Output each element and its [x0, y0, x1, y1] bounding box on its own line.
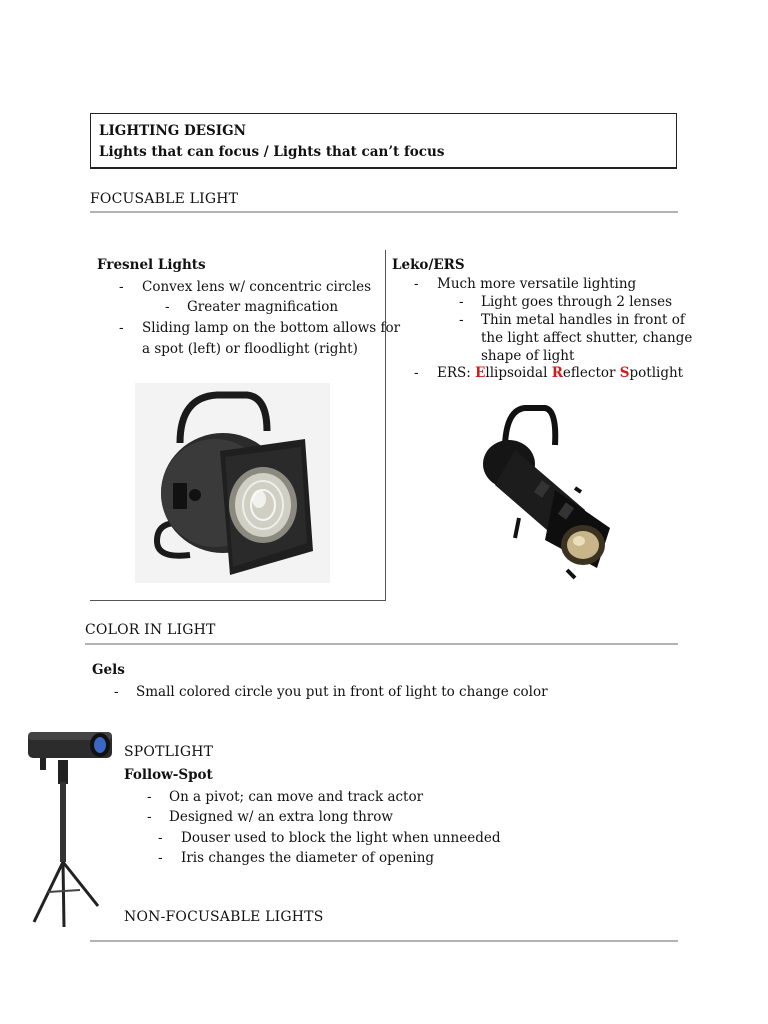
focusable-rule	[90, 211, 678, 213]
ers-word-r: eflector	[562, 365, 620, 381]
bullet-dash: -	[158, 850, 163, 866]
leko-ers-definition	[437, 363, 683, 383]
page-subtitle: Lights that can focus / Lights that can’t focus	[99, 144, 445, 160]
color-rule	[85, 643, 678, 645]
fresnel-item-1: Convex lens w/ concentric circles	[142, 279, 372, 295]
fresnel-item-1-sub: Greater magnification	[187, 299, 339, 315]
fresnel-title: Fresnel Lights	[97, 257, 206, 273]
leko-item-1-sub-2-line-2: the light affect shutter, change	[481, 330, 693, 346]
leko-light-image	[475, 400, 620, 580]
title-box	[90, 113, 677, 169]
bullet-dash: -	[119, 279, 124, 295]
ers-letter-s: S	[619, 365, 630, 381]
leko-item-1-sub-2-line-3: shape of light	[481, 348, 575, 364]
bullet-dash: -	[414, 276, 419, 292]
focusable-heading: FOCUSABLE LIGHT	[90, 191, 239, 207]
bullet-dash: -	[165, 299, 170, 315]
spotlight-item-2-sub-1: Douser used to block the light when unneeded	[181, 830, 501, 846]
page-title: LIGHTING DESIGN	[99, 123, 246, 139]
bullet-dash: -	[147, 809, 152, 825]
gels-item: Small colored circle you put in front of light to change color	[136, 684, 548, 700]
fresnel-item-2-line-1: Sliding lamp on the bottom allows for	[142, 320, 401, 336]
bullet-dash: -	[114, 684, 119, 700]
ers-word-e: llipsoidal	[485, 365, 552, 381]
leko-title: Leko/ERS	[392, 257, 465, 273]
ers-prefix: ERS:	[437, 365, 476, 381]
leko-item-1-sub-1: Light goes through 2 lenses	[481, 294, 673, 310]
nonfocusable-rule	[90, 940, 678, 942]
bullet-dash: -	[459, 294, 464, 310]
fresnel-item-2-line-2: a spot (left) or floodlight (right)	[142, 341, 358, 357]
column-divider	[385, 250, 386, 601]
spotlight-item-2-sub-2: Iris changes the diameter of opening	[181, 850, 435, 866]
bullet-dash: -	[158, 830, 163, 846]
fresnel-light-image	[135, 383, 330, 583]
follow-spot-title: Follow-Spot	[124, 767, 213, 783]
bullet-dash: -	[147, 789, 152, 805]
color-heading: COLOR IN LIGHT	[85, 622, 216, 638]
follow-spot-image	[24, 722, 120, 932]
ers-word-s: potlight	[629, 365, 684, 381]
spotlight-heading: SPOTLIGHT	[124, 744, 214, 760]
bullet-dash: -	[459, 312, 464, 328]
bullet-dash: -	[414, 365, 419, 381]
leko-item-1-sub-2-line-1: Thin metal handles in front of	[481, 312, 685, 328]
ers-letter-e: E	[475, 365, 486, 381]
spotlight-item-1: On a pivot; can move and track actor	[169, 789, 424, 805]
ers-letter-r: R	[551, 365, 563, 381]
table-bottom-border	[90, 600, 385, 601]
spotlight-item-2: Designed w/ an extra long throw	[169, 809, 393, 825]
nonfocusable-heading: NON-FOCUSABLE LIGHTS	[124, 909, 324, 925]
leko-item-1: Much more versatile lighting	[437, 276, 637, 292]
bullet-dash: -	[119, 320, 124, 336]
gels-title: Gels	[92, 662, 125, 678]
